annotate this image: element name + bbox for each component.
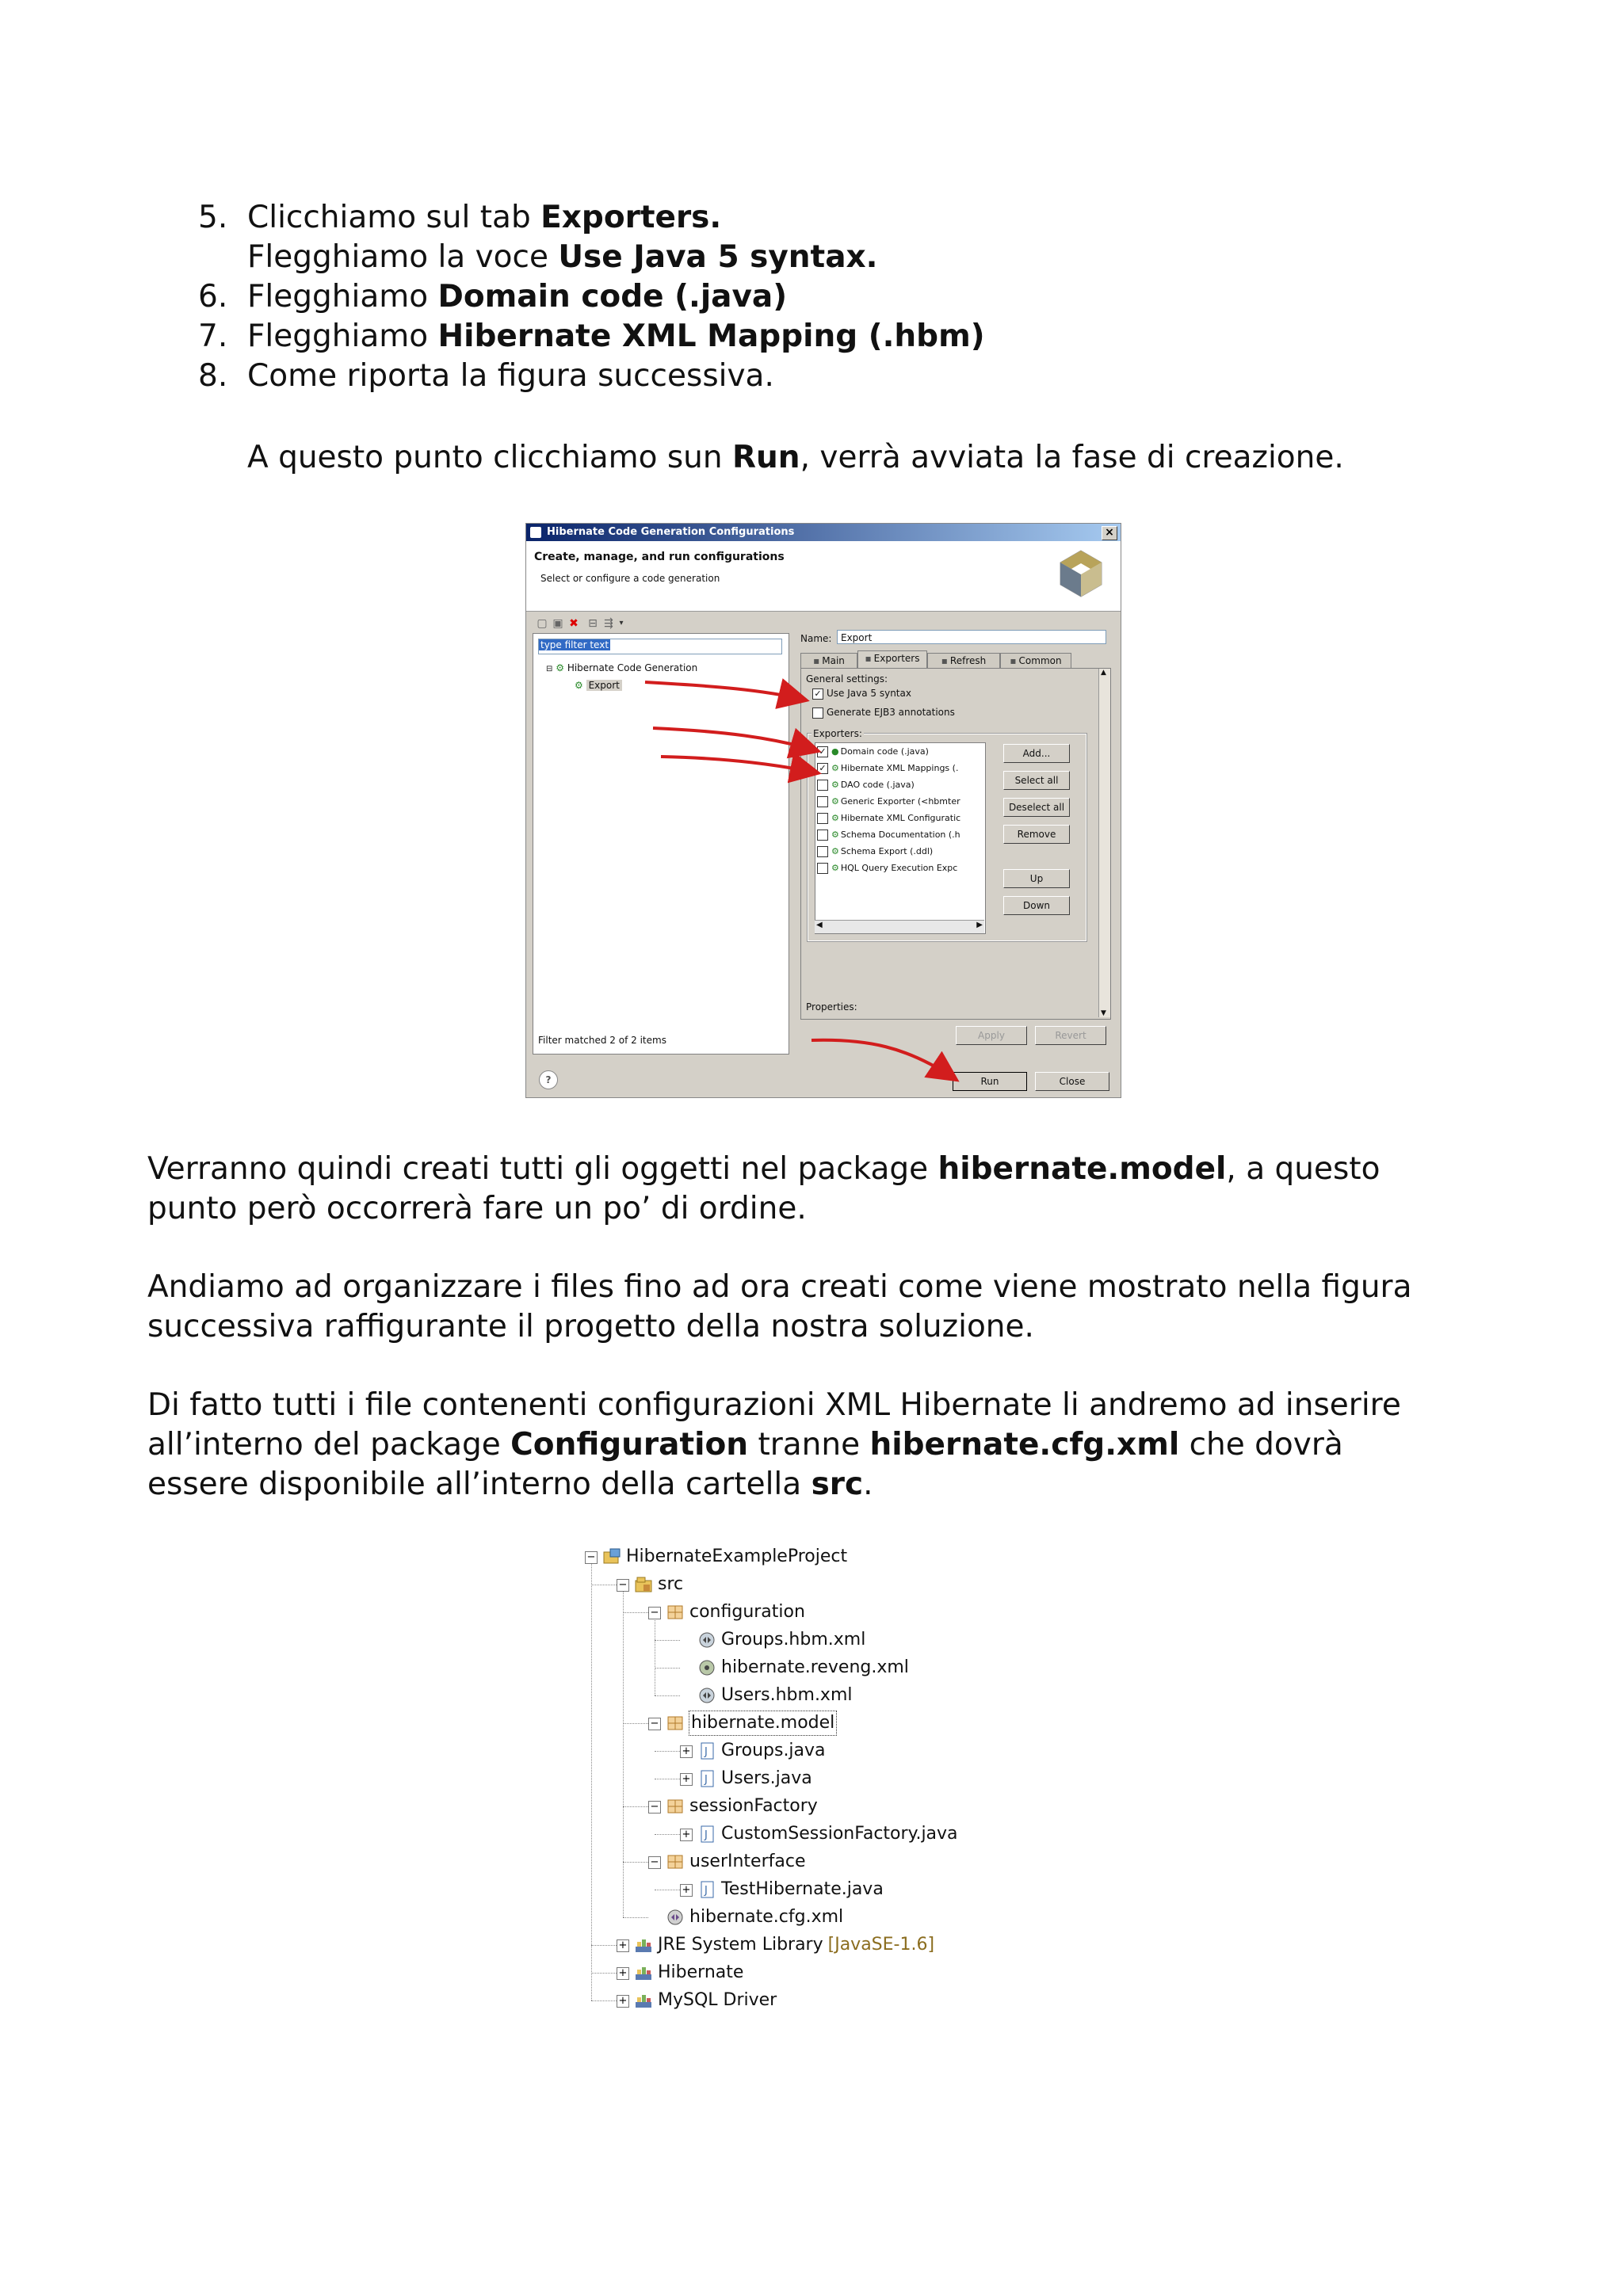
svg-text:J: J — [705, 1774, 708, 1786]
exporter-icon: ⚙ — [831, 813, 839, 823]
paragraph-line: Verranno quindi creati tutti gli oggetti nel package hibernate.model, a questo — [147, 1151, 1381, 1187]
step-number: 7. — [198, 318, 228, 354]
paragraph-line: punto però occorrerà fare un po’ di ordine. — [147, 1191, 807, 1226]
tree-node-label: CustomSessionFactory.java — [721, 1824, 958, 1844]
exporter-item[interactable]: ✓ ⚙ Hibernate XML Mappings (. — [817, 761, 958, 776]
expand-icon[interactable]: + — [680, 1773, 693, 1786]
revert-button[interactable]: Revert — [1035, 1026, 1106, 1045]
exporter-item[interactable]: ⚙ Hibernate XML Configuratic — [817, 811, 960, 826]
hibernate-config-icon: ⚙ — [556, 662, 564, 673]
run-button[interactable]: Run — [953, 1072, 1027, 1091]
tree-node-label: Users.hbm.xml — [721, 1685, 853, 1705]
tab-common[interactable]: ▪ Common — [1000, 653, 1071, 668]
expand-icon[interactable]: + — [680, 1884, 693, 1897]
tree-node-label: Groups.java — [721, 1741, 826, 1760]
duplicate-icon[interactable]: ▣ — [552, 617, 563, 630]
xml-file-icon — [697, 1686, 716, 1705]
help-icon[interactable]: ? — [539, 1070, 558, 1089]
step-number: 8. — [198, 358, 228, 394]
exporter-icon: ⚙ — [831, 863, 839, 873]
exporter-icon: ⚙ — [831, 780, 839, 790]
tree-node-label: Hibernate — [658, 1962, 744, 1982]
select-all-button[interactable]: Select all — [1003, 771, 1070, 790]
close-icon[interactable]: × — [1102, 526, 1117, 540]
exporter-checkbox[interactable] — [817, 830, 828, 841]
collapse-icon[interactable]: − — [585, 1551, 598, 1564]
delete-icon[interactable]: ✖ — [569, 617, 579, 630]
panel-vscrollbar[interactable]: ▲ ▼ — [1098, 669, 1110, 1017]
tree-node[interactable] — [617, 1989, 1006, 2012]
exporters-list — [815, 742, 986, 934]
library-version: [JavaSE-1.6] — [827, 1935, 935, 1955]
dialog-banner — [526, 541, 1121, 612]
tree-node[interactable] — [617, 1573, 1006, 1596]
collapse-icon[interactable]: − — [617, 1579, 629, 1592]
generate-ejb3-check — [812, 707, 823, 719]
tree-node[interactable] — [585, 1545, 1006, 1569]
step-text: Flegghiamo Domain code (.java) — [247, 279, 788, 315]
paragraph-line: all’interno del package Configuration tranne hibernate.cfg.xml che dovrà — [147, 1427, 1343, 1463]
add-button[interactable]: Add... — [1003, 744, 1070, 763]
exporter-checkbox[interactable] — [817, 796, 828, 807]
tree-node-label: Groups.hbm.xml — [721, 1630, 866, 1650]
package-icon — [666, 1852, 685, 1871]
tree-node-label: hibernate.cfg.xml — [689, 1907, 844, 1927]
expand-icon[interactable]: + — [680, 1829, 693, 1841]
step-text: Come riporta la figura successiva. — [247, 358, 774, 394]
collapse-icon[interactable]: − — [648, 1718, 661, 1730]
exporters-label: Exporters: — [813, 728, 862, 739]
cfg-file-icon — [666, 1908, 685, 1927]
exporter-icon: ⚙ — [831, 763, 839, 773]
tree-node[interactable] — [648, 1905, 1006, 1929]
configuration-tree-pane — [533, 633, 789, 1055]
package-icon — [666, 1797, 685, 1816]
tree-root-hibernate-code-generation[interactable]: ⊟ ⚙ Hibernate Code Generation — [546, 662, 698, 673]
java-file-icon — [697, 1741, 716, 1760]
collapse-icon[interactable]: − — [648, 1607, 661, 1619]
exporter-icon: ⚙ — [831, 830, 839, 840]
exporter-item[interactable]: ⚙ DAO code (.java) — [817, 778, 915, 792]
filter-status: Filter matched 2 of 2 items — [538, 1035, 666, 1046]
exporter-item[interactable]: ⚙ HQL Query Execution Expc — [817, 861, 957, 875]
exporters-group — [808, 728, 1086, 941]
tree-node-label: HibernateExampleProject — [626, 1547, 848, 1566]
svg-text:J: J — [705, 1885, 708, 1897]
tree-node-label: Users.java — [721, 1768, 812, 1788]
tree-node[interactable] — [648, 1600, 1006, 1624]
xml-file-icon — [697, 1630, 716, 1650]
reveng-file-icon — [697, 1658, 716, 1677]
tab-icon: ▪ — [813, 655, 820, 666]
java-file-icon — [697, 1825, 716, 1844]
exporter-checkbox[interactable]: ✓ — [817, 763, 828, 774]
tree-node[interactable] — [617, 1961, 1006, 1985]
tree-node[interactable] — [648, 1711, 1006, 1735]
name-label: Name: — [800, 633, 832, 644]
tree-connector — [655, 1751, 680, 1752]
package-icon — [666, 1603, 685, 1622]
tab-bar — [800, 650, 1111, 668]
exporter-checkbox[interactable] — [817, 813, 828, 824]
use-java5-checkbox[interactable]: ✓ Use Java 5 syntax — [812, 688, 911, 700]
exporter-checkbox[interactable] — [817, 846, 828, 857]
window-icon — [530, 527, 541, 538]
step-number: 6. — [198, 279, 228, 315]
dialog-title: Hibernate Code Generation Configurations — [547, 526, 795, 538]
tree-node-label: JRE System Library [JavaSE-1.6] — [658, 1935, 935, 1955]
java-file-icon — [697, 1769, 716, 1788]
chevron-down-icon[interactable]: ▾ — [619, 619, 624, 627]
tree-node[interactable] — [680, 1767, 1006, 1791]
filter-icon[interactable]: ⇶ — [604, 617, 613, 630]
exporter-item[interactable]: ⚙ Schema Export (.ddl) — [817, 845, 933, 859]
paragraph-line: successiva raffigurante il progetto della nostra soluzione. — [147, 1309, 1034, 1344]
svg-text:J: J — [705, 1829, 708, 1841]
general-settings-label: General settings: — [806, 673, 888, 685]
exporter-checkbox[interactable] — [817, 780, 828, 791]
expand-icon[interactable]: + — [617, 1995, 629, 2008]
tree-node[interactable] — [648, 1794, 1006, 1818]
tree-node[interactable] — [617, 1933, 1006, 1957]
source-folder-icon — [634, 1575, 653, 1594]
paragraph-line: essere disponibile all’interno della cartella src. — [147, 1466, 873, 1502]
hibernate-code-generation-dialog — [525, 523, 1121, 1098]
tree-node-label: sessionFactory — [689, 1796, 818, 1816]
exporter-item[interactable]: ⚙ Generic Exporter (<hbmter — [817, 795, 960, 809]
tab-exporters[interactable]: ▪ Exporters — [857, 650, 927, 668]
exporter-item[interactable]: ⚙ Schema Documentation (.h — [817, 828, 960, 842]
filter-placeholder: type filter text — [540, 639, 609, 650]
tree-guide — [623, 1590, 624, 1917]
tree-node-label: hibernate.model — [689, 1711, 836, 1735]
tree-connector — [623, 1862, 648, 1863]
exporter-icon: ⚙ — [831, 846, 839, 856]
tree-node[interactable] — [648, 1850, 1006, 1874]
filter-input[interactable] — [538, 639, 782, 654]
tree-connector — [655, 1834, 680, 1835]
export-config-icon: ⚙ — [575, 680, 583, 691]
name-field[interactable]: Export — [837, 630, 1106, 644]
deselect-all-button[interactable]: Deselect all — [1003, 798, 1070, 817]
tree-connector — [623, 1917, 648, 1918]
tree-node[interactable] — [680, 1656, 1006, 1680]
exporter-checkbox[interactable] — [817, 863, 828, 874]
library-icon — [634, 1991, 653, 2010]
tree-node[interactable] — [680, 1628, 1006, 1652]
tree-node-label: MySQL Driver — [658, 1990, 777, 2010]
svg-text:J: J — [705, 1746, 708, 1758]
paragraph-line: Di fatto tutti i file contenenti configurazioni XML Hibernate li andremo ad inserire — [147, 1387, 1401, 1423]
java-file-icon — [697, 1880, 716, 1899]
tree-connector — [655, 1640, 680, 1641]
step-number: 5. — [198, 200, 228, 235]
tree-connector — [591, 1973, 617, 1974]
tree-node[interactable] — [680, 1739, 1006, 1763]
tab-refresh[interactable]: ▪ Refresh — [927, 653, 1000, 668]
tree-node-label: TestHibernate.java — [721, 1879, 884, 1899]
remove-button[interactable]: Remove — [1003, 825, 1070, 844]
generate-ejb3-checkbox[interactable]: Generate EJB3 annotations — [812, 707, 955, 719]
step-text: Clicchiamo sul tab Exporters. — [247, 200, 722, 235]
tree-connector — [655, 1695, 680, 1696]
exporter-checkbox[interactable]: ✓ — [817, 746, 828, 757]
up-button[interactable]: Up — [1003, 869, 1070, 888]
exporters-hscrollbar[interactable]: ◀ ▶ — [815, 920, 984, 933]
tab-icon: ▪ — [865, 653, 872, 664]
paragraph-line: Andiamo ad organizzare i files fino ad ora creati come viene mostrato nella figura — [147, 1269, 1412, 1305]
tree-node[interactable] — [680, 1684, 1006, 1707]
collapse-all-icon[interactable]: ⊟ — [588, 617, 598, 630]
step-text: Flegghiamo la voce Use Java 5 syntax. — [247, 239, 878, 275]
tree-node-label: userInterface — [689, 1852, 806, 1871]
expand-icon[interactable]: + — [617, 1967, 629, 1980]
close-button[interactable]: Close — [1035, 1072, 1109, 1091]
project-icon — [602, 1547, 621, 1566]
tab-icon: ▪ — [941, 655, 948, 666]
exporter-item[interactable]: ✓ ● Domain code (.java) — [817, 745, 929, 759]
library-icon — [634, 1936, 653, 1955]
expand-icon[interactable]: + — [617, 1939, 629, 1952]
use-java5-check: ✓ — [812, 688, 823, 700]
banner-subtitle: Select or configure a code generation — [540, 573, 720, 584]
tab-main[interactable]: ▪ Main — [800, 653, 857, 668]
properties-label: Properties: — [806, 1001, 857, 1013]
down-button[interactable]: Down — [1003, 896, 1070, 915]
library-icon — [634, 1963, 653, 1982]
banner-title: Create, manage, and run configurations — [534, 551, 785, 563]
tree-connector — [591, 1945, 617, 1946]
dialog-titlebar — [526, 524, 1121, 541]
exporter-icon: ⚙ — [831, 796, 839, 807]
tree-guide — [591, 1562, 592, 2000]
hibernate-logo-icon — [1059, 549, 1103, 598]
exporters-tab-panel — [800, 668, 1111, 1020]
exporter-icon: ● — [831, 746, 839, 757]
tree-connector — [623, 1806, 648, 1807]
tree-connector — [623, 1723, 648, 1724]
tree-node-label: configuration — [689, 1602, 805, 1622]
tree-node-label: src — [658, 1574, 684, 1594]
new-configuration-icon[interactable]: ▢ — [537, 617, 548, 630]
tree-node[interactable] — [680, 1822, 1006, 1846]
tree-connector — [623, 1612, 648, 1613]
tree-node-label: hibernate.reveng.xml — [721, 1657, 909, 1677]
tree-item-export[interactable]: ⚙ Export — [575, 680, 622, 691]
project-explorer-tree — [579, 1545, 1022, 2028]
tree-connector — [655, 1668, 680, 1669]
tree-node[interactable] — [680, 1878, 1006, 1901]
tab-icon: ▪ — [1010, 655, 1017, 666]
package-icon — [666, 1714, 685, 1733]
configuration-editor — [796, 627, 1116, 1053]
collapse-icon[interactable]: − — [648, 1856, 661, 1869]
step-text: Flegghiamo Hibernate XML Mapping (.hbm) — [247, 318, 985, 354]
collapse-icon[interactable]: − — [648, 1801, 661, 1814]
expand-icon[interactable]: + — [680, 1745, 693, 1758]
tree-connector — [591, 2000, 617, 2001]
apply-button[interactable]: Apply — [956, 1026, 1027, 1045]
run-instruction: A questo punto clicchiamo sun Run, verrà avviata la fase di creazione. — [247, 440, 1344, 475]
